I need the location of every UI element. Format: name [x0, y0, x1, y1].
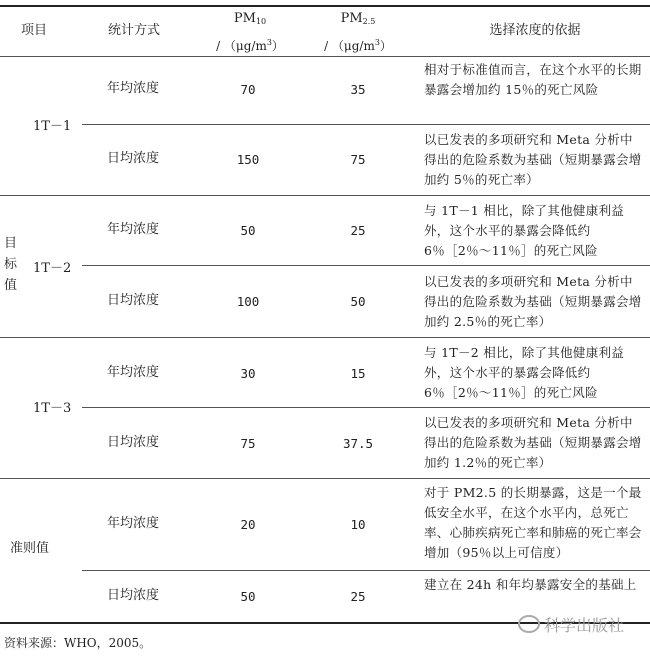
header-bottom-rule: [0, 56, 650, 57]
row-divider: [82, 570, 650, 571]
row-divider: [82, 407, 650, 408]
basis-cell: 建立在 24h 和年均暴露安全的基础上: [424, 577, 637, 592]
method-cell: 日均浓度: [107, 293, 160, 308]
method-cell: 日均浓度: [107, 435, 160, 450]
basis-cell: 以已发表的多项研究和 Meta 分析中得出的危险系数为基础（短期暴露会增加约 2.5％的死亡率）: [424, 274, 642, 329]
header-pm25-unit: / $(\mu g/m^3)$: [324, 38, 392, 53]
group-divider: [0, 337, 650, 338]
pm10-cell: 150: [236, 152, 260, 167]
pm25-cell: 75: [350, 152, 366, 167]
basis-cell: 与 1T－1 相比，除了其他健康利益外，这个水平的暴露会降低约 6％［2％～11％］的死亡风险: [424, 203, 625, 258]
header-pm25: $PM_{2.5}$: [340, 11, 376, 26]
pm10-cell: 50: [240, 223, 256, 238]
interim-target-3: 1T－3: [33, 401, 72, 416]
header-item: 项目: [20, 23, 48, 38]
pm25-cell: 25: [350, 223, 366, 238]
guideline-label: 准则值: [10, 541, 50, 556]
pm10-cell: 20: [240, 517, 256, 532]
method-cell: 年均浓度: [107, 516, 160, 531]
header-pm10-unit: / $(\mu g/m^3)$: [216, 38, 284, 53]
method-cell: 年均浓度: [107, 222, 160, 237]
basis-cell: 以已发表的多项研究和 Meta 分析中得出的危险系数为基础（短期暴露会增加约 1.2％的死亡率）: [424, 415, 642, 470]
pm25-cell: 15: [350, 366, 366, 381]
basis-cell: 对于 PM2.5 的长期暴露，这是一个最低安全水平，在这个水平内，总死亡率、心肺疾病死亡率和肺癌的死亡率会增加（95％以上可信度）: [424, 485, 642, 560]
pm25-cell: 35: [350, 82, 366, 97]
pm25-cell: 25: [350, 589, 366, 604]
basis-cell: 相对于标准值而言，在这个水平的长期暴露会增加约 15％的死亡风险: [424, 62, 642, 97]
pm10-cell: 75: [240, 436, 256, 451]
pm25-cell: 50: [350, 294, 366, 309]
basis-cell: 与 1T－2 相比，除了其他健康利益外，这个水平的暴露会降低约 6％［2％～11％］的死亡风险: [424, 345, 625, 400]
wechat-icon: [518, 615, 540, 633]
method-cell: 日均浓度: [107, 151, 160, 166]
basis-cell: 以已发表的多项研究和 Meta 分析中得出的危险系数为基础（短期暴露会增加约 5％的死亡率）: [424, 132, 642, 187]
interim-target-2: 1T－2: [33, 261, 72, 276]
pm25-cell: 10: [350, 517, 366, 532]
row-divider: [82, 265, 650, 266]
table-top-rule: [0, 5, 650, 7]
row-divider: [82, 124, 650, 125]
group-divider: [0, 478, 650, 479]
pm10-cell: 70: [240, 82, 256, 97]
pm10-cell: 100: [236, 294, 260, 309]
header-method: 统计方式: [107, 23, 161, 38]
pm25-cell: 37.5: [342, 436, 374, 451]
watermark-text: 科学出版社: [544, 616, 625, 635]
pm10-cell: 30: [240, 366, 256, 381]
group-divider: [0, 195, 650, 196]
source-note: 资料来源：WHO，2005。: [4, 636, 152, 650]
pm10-cell: 50: [240, 589, 256, 604]
target-label: 标: [4, 257, 18, 272]
header-basis: 选择浓度的依据: [489, 23, 581, 38]
target-label: 目: [4, 236, 18, 251]
header-pm10: $PM_{10}$: [233, 11, 267, 26]
method-cell: 年均浓度: [107, 365, 160, 380]
interim-target-1: 1T－1: [33, 119, 72, 134]
method-cell: 日均浓度: [107, 588, 160, 603]
method-cell: 年均浓度: [107, 81, 160, 96]
target-label: 值: [4, 278, 18, 293]
watermark: [518, 613, 624, 636]
